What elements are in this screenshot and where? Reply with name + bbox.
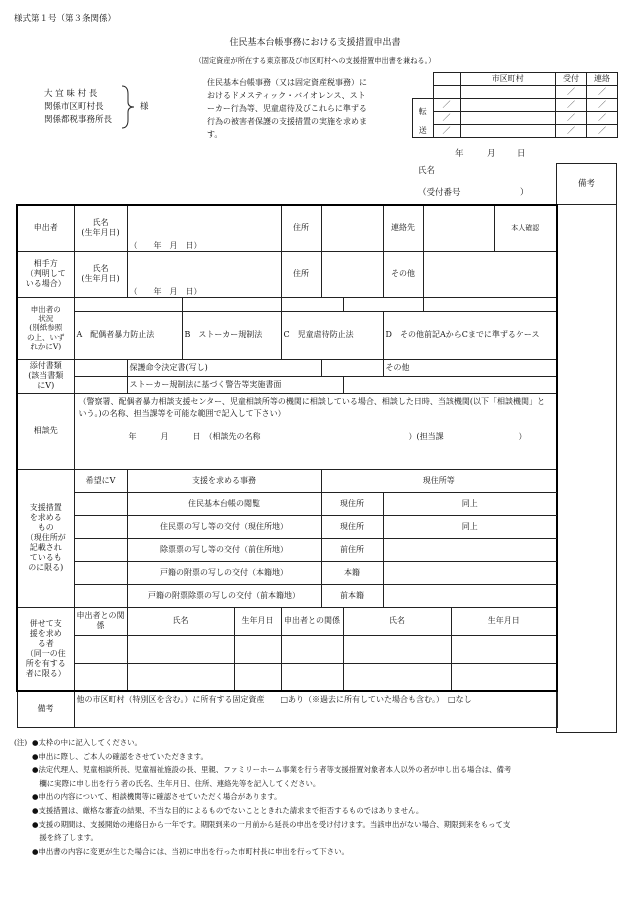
- counterparty-row: 相手方 （判明して いる場合） 氏名 (生年月日) （ 年 月 日） 住所 その他: [17, 251, 557, 297]
- status-d-check[interactable]: [343, 297, 423, 311]
- note-item: ●申出の内容について、相談機関等に確認させていただく場合があります。: [32, 792, 282, 802]
- form-title: 住民基本台帳事務における支援措置申出書: [229, 38, 401, 48]
- attachments-label: 添付書類 (該当書類 にV): [17, 359, 74, 393]
- attachment-2-check[interactable]: [321, 359, 383, 376]
- identity-check: 本人確認: [494, 205, 557, 251]
- date-year: 年: [455, 149, 464, 159]
- status-label: 申出者の 状況 (別紙参照 の上、いず れかにV): [17, 297, 74, 359]
- support-wish-5[interactable]: [74, 584, 127, 607]
- support-row-2: 住民票の写し等の交付（現住所地） 現住所 同上: [17, 515, 557, 538]
- date-month: 月: [487, 149, 496, 159]
- addressee-city: 関係市区町村長: [44, 102, 104, 112]
- note-item: ●申出に際し、ご本人の確認をさせていただきます。: [32, 751, 208, 761]
- status-b-check[interactable]: [182, 297, 281, 311]
- status-options-row: [17, 311, 557, 359]
- transfer-table: 市区町村 受付 連絡 ／ ／ 転 ／ ／ ／ ／ ／ ／ 送 ／ ／ ／: [412, 72, 618, 138]
- counterparty-label: 相手方 （判明して いる場合）: [17, 251, 74, 297]
- status-option-a: A 配偶者暴力防止法: [74, 311, 182, 359]
- note-item: ●支援の期間は、支援開始の連絡日から一年です。期限到来の一月前から延長の申出を受け付けます。当該申出がない場合、期限到来をもって支: [32, 819, 511, 829]
- support-label: 支援措置 を求める もの （現住所が 記載され ているも のに限る): [17, 469, 74, 607]
- status-option-c: C 児童虐待防止法: [281, 311, 383, 359]
- support-row-4: 戸籍の附票の写しの交付（本籍地） 本籍: [17, 561, 557, 584]
- main-form-table: 申出者 氏名 (生年月日) （ 年 月 日） 住所 連絡先 本人確認 相手方 （判明して いる場合） 氏名 (生年月日) （ 年 月 日） 住所 その他 申出者の 状況 (別紙参照 の上、いず れかにV) A 配偶者暴力防止法 B ストーカー規制法 C 児童虐待防止法 D その他前記AからCまでに準ずるケース 添付書類 (該当書類 にV) 保護命令決定書(写し) その他 ストーカー規制法に基づく警告等実施書面 相談先 （警察署、配偶者暴力相談支援センター、児童相談所等の機関に相談している場合、相談した日時、当該機関(以下「相談機関」という。)の名称、担当課等を可能な範囲で記入して下さい） 年 月 日 （相談先の名称 ）(担当課 ） 支援措置 を求める もの （現住所が 記載され ているも のに限る) 希望にV 支援を求める事務 現住所等 住民基本台帳の閲覧 現住所 同上 住民票の写し等の交付（現住所地） 現住所 同上 除票票の写し等の交付（前住所地） 前住所 戸籍の附票の写しの交付（本籍地） 本籍 戸籍の附票除票の写しの交付（前本籍地） 前本籍 併せて支 援を求め る者 （同一の住 所を有する 者に限る） 申出者との関係 氏名 生年月日 申出者との関係 氏名 生年月日 備考 他の市区町村（特別区を含む。）に所有する固定資産 □あり（※過去に所有していた場合も含む。） □なし: [16, 204, 558, 728]
- status-c-check[interactable]: [281, 297, 343, 311]
- applicant-contact-field[interactable]: [423, 205, 494, 251]
- addressee-village: 大 宜 味 村 長: [44, 89, 98, 99]
- receipt-number-close: ）: [520, 188, 529, 198]
- intro-text: 住民基本台帳事務（又は固定資産税事務）に おけるドメスティック・バイオレンス、スト ーカー行為等、児童虐待及びこれらに準ずる 行為の被害者保護の支援措置の実施を求めま す。: [207, 78, 367, 139]
- note-item: 援を終了します。: [32, 833, 98, 843]
- co-applicants-label: 併せて支 援を求め る者 （同一の住 所を有する 者に限る）: [17, 607, 74, 691]
- remarks-header: 備考: [557, 164, 616, 205]
- addressee-tax-office: 関係都税事務所長: [44, 115, 113, 125]
- note-item: ●法定代理人、児童相談所長、児童福祉施設の長、里親、ファミリーホーム事業を行う者等支援措置対象者本人以外の者が申し出る場合は、備考: [32, 765, 512, 775]
- support-row-5: 戸籍の附票除票の写しの交付（前本籍地） 前本籍: [17, 584, 557, 607]
- attachment-1-check[interactable]: [74, 359, 127, 376]
- notes-section: (注) ●太枠の中に記入してください。 ●申出に際し、ご本人の確認をさせていただきます。 ●法定代理人、児童相談所長、児童福祉施設の長、里親、ファミリーホーム事業を行う者等支援措置対象者本人以外の者が申し出る場合は、備考 欄に実際に申し出を行う者の氏名、生年月日、住所、連絡先等を記入してください。 ●申出の内容について、相談機関等に確認させていただく場合があります。 ●支援措置は、厳格な審査の結果、不当な目的によるものでないことときれた請求まで拒否するものではありません。 ●支援の期間は、支援開始の連絡日から一年です。期限到来の一月前から延長の申出を受け付けます。当該申出がない場合、期限到来をもって支 援を終了します。 ●申出書の内容に変更が生じた場合には、当初に申出を行った市町村長に申出を行って下さい。: [14, 736, 511, 858]
- support-wish-3[interactable]: [74, 538, 127, 561]
- counterparty-other-field[interactable]: [423, 251, 557, 297]
- note-item: ●支援措置は、厳格な審査の結果、不当な目的によるものでないことときれた請求まで拒否するものではありません。: [32, 805, 424, 815]
- remarks-column: [556, 163, 617, 733]
- note-item: ●太枠の中に記入してください。: [32, 738, 142, 747]
- status-a-check[interactable]: [74, 297, 182, 311]
- signer-name-label: 氏名: [418, 166, 436, 176]
- consultation-row: 相談先 （警察署、配偶者暴力相談支援センター、児童相談所等の機関に相談している場合、相談した日時、当該機関(以下「相談機関」という。)の名称、担当課等を可能な範囲で記入して下さい） 年 月 日 （相談先の名称 ）(担当課 ）: [17, 393, 557, 469]
- applicant-row: 申出者 氏名 (生年月日) （ 年 月 日） 住所 連絡先 本人確認: [17, 205, 557, 251]
- applicant-address-field[interactable]: [321, 205, 383, 251]
- receipt-number-label: （受付番号: [418, 188, 461, 198]
- applicant-name-field[interactable]: （ 年 月 日）: [127, 205, 281, 251]
- support-row-3: 除票票の写し等の交付（前住所地） 前住所: [17, 538, 557, 561]
- support-wish-4[interactable]: [74, 561, 127, 584]
- attachment-protection-order: 保護命令決定書(写し): [127, 359, 321, 376]
- support-wish-1[interactable]: [74, 492, 127, 515]
- status-option-b: B ストーカー規制法: [182, 311, 281, 359]
- consultation-field[interactable]: （警察署、配偶者暴力相談支援センター、児童相談所等の機関に相談している場合、相談した日時、当該機関(以下「相談機関」という。)の名称、担当課等を可能な範囲で記入して下さい） 年 月 日 （相談先の名称 ）(担当課 ）: [74, 393, 557, 469]
- brace-icon: [120, 84, 140, 130]
- form-subtitle: （固定資産が所在する東京都及び市区町村への支援措置申出書を兼ねる。）: [194, 56, 436, 65]
- date-day: 日: [517, 149, 526, 159]
- attachment-other: その他: [383, 359, 557, 376]
- status-checkbox-row: [17, 297, 557, 311]
- remarks-text: 他の市区町村（特別区を含む。）に所有する固定資産 □あり（※過去に所有していた場合も含む。） □なし: [74, 691, 557, 727]
- applicant-name-label: 氏名 (生年月日): [74, 205, 127, 251]
- attachment-3-check[interactable]: [74, 376, 127, 393]
- support-wish-2[interactable]: [74, 515, 127, 538]
- status-option-d: D その他前記AからCまでに準ずるケース: [383, 311, 557, 359]
- honorific: 様: [140, 102, 149, 112]
- counterparty-name-field[interactable]: （ 年 月 日）: [127, 251, 281, 297]
- note-item: 欄に実際に申し出を行う者の氏名、生年月日、住所、連絡先等を記入してください。: [32, 778, 321, 788]
- form-number: 様式第１号（第３条関係）: [14, 14, 117, 24]
- note-item: ●申出書の内容に変更が生じた場合には、当初に申出を行った市町村長に申出を行って下さい。: [32, 846, 349, 856]
- attachment-stalker-warning: ストーカー規制法に基づく警告等実施書面: [127, 376, 343, 393]
- support-row-1: 住民基本台帳の閲覧 現住所 同上: [17, 492, 557, 515]
- counterparty-address-field[interactable]: [321, 251, 383, 297]
- remarks-row: 備考 他の市区町村（特別区を含む。）に所有する固定資産 □あり（※過去に所有していた場合も含む。） □なし: [17, 691, 557, 727]
